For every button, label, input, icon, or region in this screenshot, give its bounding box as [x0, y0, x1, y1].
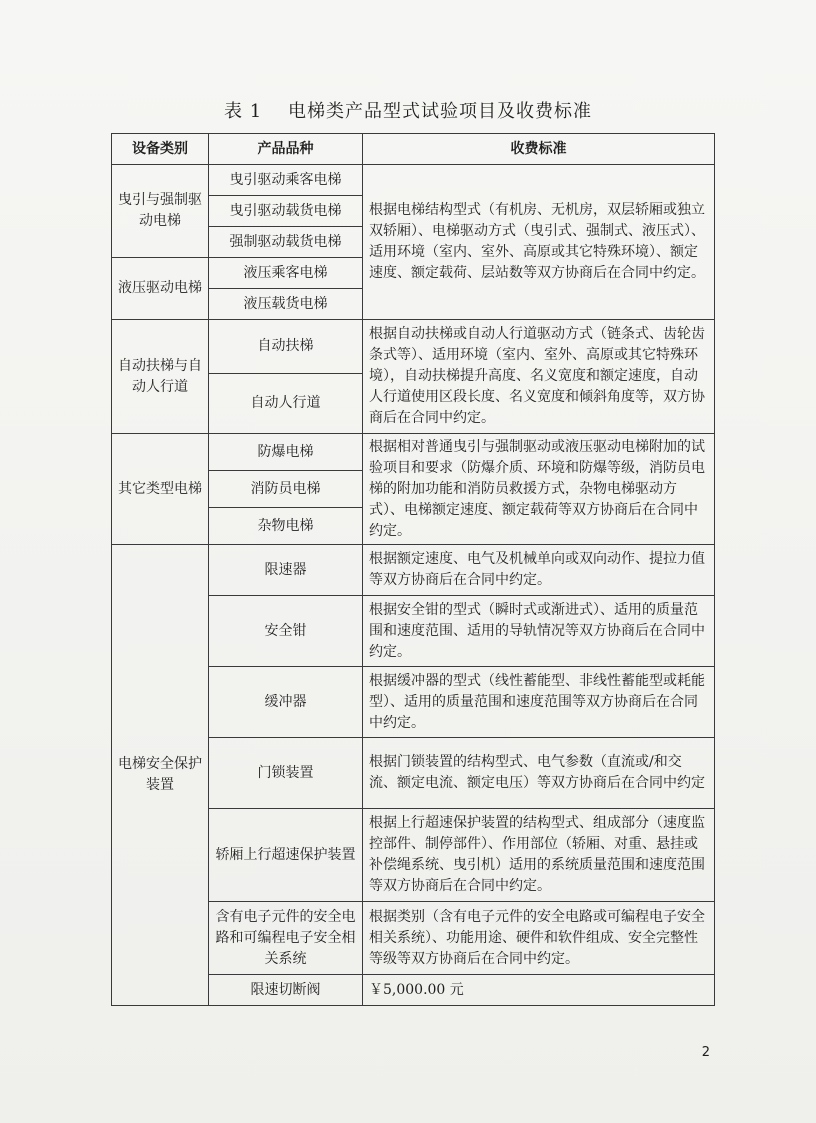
fee-cell: 根据安全钳的型式（瞬时式或渐进式）、适用的质量范围和速度范围、适用的导轨情况等双方协商后在合同中约定。: [363, 596, 715, 667]
product-cell: 含有电子元件的安全电路和可编程电子安全相关系统: [209, 902, 363, 975]
table-row: [112, 165, 715, 196]
product-cell: 门锁装置: [209, 738, 363, 809]
fee-cell: 根据自动扶梯或自动人行道驱动方式（链条式、齿轮齿条式等）、适用环境（室内、室外、高原或其它特殊环境），自动扶梯提升高度、名义宽度和额定速度，自动人行道使用区段长度、名义宽度和倾斜角度等，双方协商后在合同中约定。: [363, 320, 715, 434]
table-row: [112, 434, 715, 471]
product-cell: 限速切断阀: [209, 975, 363, 1006]
header-fee: 收费标准: [363, 134, 715, 165]
fee-cell: 根据额定速度、电气及机械单向或双向动作、提拉力值等双方协商后在合同中约定。: [363, 545, 715, 596]
category-other: 其它类型电梯: [112, 434, 209, 545]
product-cell: 液压载货电梯: [209, 289, 363, 320]
header-product: 产品品种: [209, 134, 363, 165]
product-cell: 消防员电梯: [209, 471, 363, 508]
fee-cell: 根据门锁装置的结构型式、电气参数（直流或/和交流、额定电流、额定电压）等双方协商后在合同中约定: [363, 738, 715, 809]
product-cell: 限速器: [209, 545, 363, 596]
table-row: [112, 320, 715, 374]
table-title: 表 1 电梯类产品型式试验项目及收费标准: [224, 101, 592, 122]
product-cell: 自动扶梯: [209, 320, 363, 374]
category-traction: 曳引与强制驱动电梯: [112, 165, 209, 258]
table-row: [112, 545, 715, 596]
product-cell: 自动人行道: [209, 374, 363, 434]
product-cell: 液压乘客电梯: [209, 258, 363, 289]
category-safety: 电梯安全保护装置: [112, 545, 209, 1006]
page-number: 2: [701, 1045, 710, 1060]
fee-cell: 根据缓冲器的型式（线性蓄能型、非线性蓄能型或耗能型）、适用的质量范围和速度范围等双方协商后在合同中约定。: [363, 667, 715, 738]
fee-cell: 根据电梯结构型式（有机房、无机房，双层轿厢或独立双轿厢）、电梯驱动方式（曳引式、强制式、液压式）、适用环境（室内、室外、高原或其它特殊环境）、额定速度、额定载荷、层站数等双方协商后在合同中约定。: [363, 165, 715, 320]
table-header-row: [112, 134, 715, 165]
product-cell: 曳引驱动载货电梯: [209, 196, 363, 227]
product-cell: 强制驱动载货电梯: [209, 227, 363, 258]
category-hydraulic: 液压驱动电梯: [112, 258, 209, 320]
product-cell: 防爆电梯: [209, 434, 363, 471]
fee-cell: ￥5,000.00 元: [363, 975, 715, 1006]
product-cell: 缓冲器: [209, 667, 363, 738]
product-cell: 轿厢上行超速保护装置: [209, 809, 363, 902]
product-cell: 曳引驱动乘客电梯: [209, 165, 363, 196]
category-escalator: 自动扶梯与自动人行道: [112, 320, 209, 434]
product-cell: 安全钳: [209, 596, 363, 667]
fee-cell: 根据相对普通曳引与强制驱动或液压驱动电梯附加的试验项目和要求（防爆介质、环境和防爆等级，消防员电梯的附加功能和消防员救援方式，杂物电梯驱动方式）、电梯额定速度、额定载荷等双方协商后在合同中约定。: [363, 434, 715, 545]
product-cell: 杂物电梯: [209, 508, 363, 545]
fee-cell: 根据上行超速保护装置的结构型式、组成部分（速度监控部件、制停部件）、作用部位（轿厢、对重、悬挂或补偿绳系统、曳引机）适用的系统质量范围和速度范围等双方协商后在合同中约定。: [363, 809, 715, 902]
fee-cell: 根据类别（含有电子元件的安全电路或可编程电子安全相关系统）、功能用途、硬件和软件组成、安全完整性等级等双方协商后在合同中约定。: [363, 902, 715, 975]
header-category: 设备类别: [112, 134, 209, 165]
fee-table: [111, 133, 715, 1006]
